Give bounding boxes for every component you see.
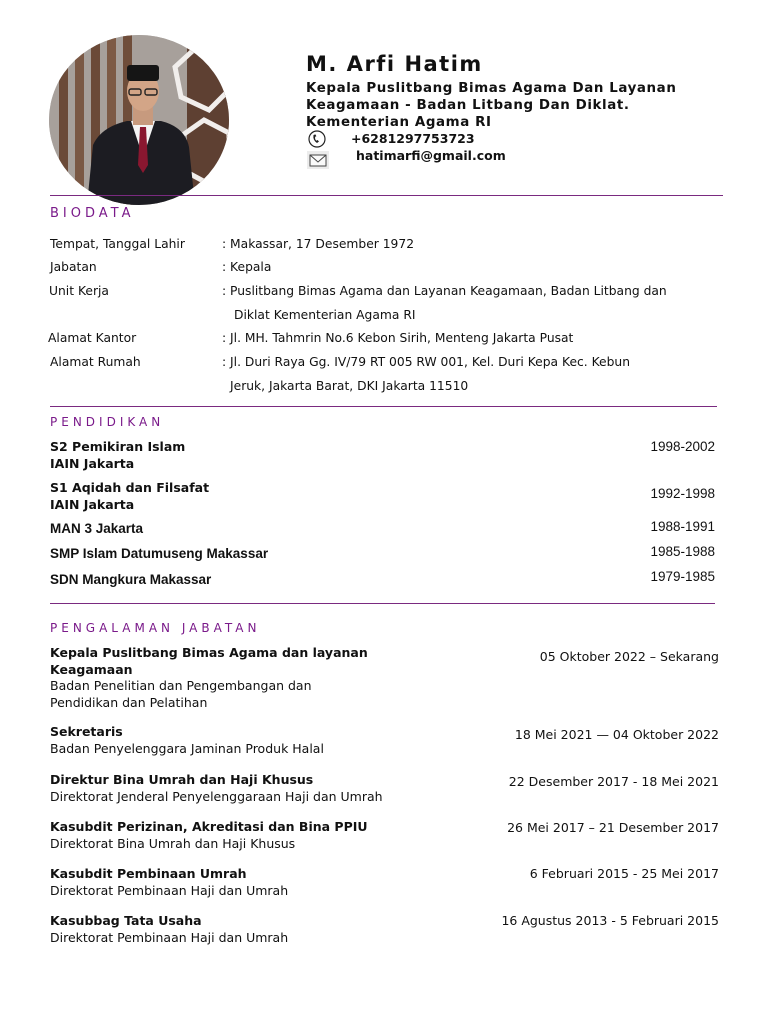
education-institution: IAIN Jakarta <box>50 497 135 512</box>
biodata-value-continued: Diklat Kementerian Agama RI <box>234 308 416 322</box>
job-title: Kepala Puslitbang Bimas Agama dan layanan <box>50 645 368 660</box>
job-item <box>50 645 368 711</box>
job-item <box>50 819 368 852</box>
job-organization: Direktorat Pembinaan Haji dan Umrah <box>50 882 289 898</box>
person-name: M. Arfi Hatim <box>306 52 483 76</box>
profile-photo-graphic <box>49 35 229 205</box>
position-title-line: Kepala Puslitbang Bimas Agama Dan Layanan <box>306 81 677 96</box>
email-address: hatimarfi@gmail.com <box>356 148 506 163</box>
education-degree: S2 Pemikiran Islam <box>50 439 186 454</box>
job-period: 6 Februari 2015 - 25 Mei 2017 <box>529 866 719 881</box>
job-title: Kasubbag Tata Usaha <box>50 913 202 928</box>
education-years: 1988-1991 <box>650 519 715 534</box>
job-organization: Badan Penelitian dan Pengembangan dan <box>50 678 312 693</box>
job-title: Sekretaris <box>50 724 123 739</box>
job-item <box>50 913 288 946</box>
job-title: Kasubdit Pembinaan Umrah <box>50 866 247 881</box>
phone-number: +6281297753723 <box>351 131 475 146</box>
phone-icon <box>307 130 329 148</box>
education-item <box>50 438 185 472</box>
job-organization: Direktorat Bina Umrah dan Haji Khusus <box>50 835 296 851</box>
biodata-value: : Jl. Duri Raya Gg. IV/79 RT 005 RW 001, Kel. Duri Kepa Kec. Kebun <box>222 355 630 369</box>
biodata-divider <box>50 406 717 407</box>
job-item <box>50 724 324 757</box>
education-years: 1985-1988 <box>650 544 715 559</box>
jabatan-heading: PENGALAMAN JABATAN <box>50 621 261 635</box>
job-period: 22 Desember 2017 - 18 Mei 2021 <box>508 774 719 789</box>
biodata-label: Alamat Kantor <box>48 331 137 345</box>
biodata-value: : Jl. MH. Tahmrin No.6 Kebon Sirih, Menteng Jakarta Pusat <box>222 331 574 345</box>
education-degree: S1 Aqidah dan Filsafat <box>50 480 210 495</box>
education-years: 1998-2002 <box>650 439 715 454</box>
education-school: SMP Islam Datumuseng Makassar <box>50 546 269 561</box>
header-divider <box>50 195 723 196</box>
biodata-value-continued: Jeruk, Jakarta Barat, DKI Jakarta 11510 <box>230 379 469 393</box>
biodata-heading: BIODATA <box>50 206 135 221</box>
job-period: 26 Mei 2017 – 21 Desember 2017 <box>507 820 719 835</box>
education-years: 1979-1985 <box>650 569 715 584</box>
position-title-line: Kementerian Agama RI <box>306 115 492 130</box>
job-organization: Badan Penyelenggara Jaminan Produk Halal <box>50 740 324 756</box>
pendidikan-divider <box>50 603 715 604</box>
biodata-value: : Makassar, 17 Desember 1972 <box>222 237 415 251</box>
education-school: SDN Mangkura Makassar <box>50 572 212 587</box>
position-title <box>306 80 676 131</box>
profile-photo <box>49 35 229 205</box>
education-years: 1992-1998 <box>650 486 715 501</box>
job-title: Direktur Bina Umrah dan Haji Khusus <box>50 772 314 787</box>
biodata-label: Unit Kerja <box>49 284 109 298</box>
education-school: MAN 3 Jakarta <box>50 521 144 536</box>
biodata-value: : Kepala <box>222 260 272 274</box>
job-organization: Direktorat Jenderal Penyelenggaraan Haji dan Umrah <box>50 788 383 804</box>
job-period: 05 Oktober 2022 – Sekarang <box>539 649 719 664</box>
pendidikan-heading: PENDIDIKAN <box>50 415 165 429</box>
biodata-label: Jabatan <box>50 260 97 274</box>
job-period: 18 Mei 2021 — 04 Oktober 2022 <box>514 727 719 742</box>
job-title-continued: Keagamaan <box>50 661 133 677</box>
job-organization: Direktorat Pembinaan Haji dan Umrah <box>50 929 289 945</box>
job-item <box>50 772 383 805</box>
education-institution: IAIN Jakarta <box>50 456 135 471</box>
job-item <box>50 866 288 899</box>
biodata-label: Alamat Rumah <box>50 355 141 369</box>
biodata-value: : Puslitbang Bimas Agama dan Layanan Keagamaan, Badan Litbang dan <box>222 284 667 298</box>
envelope-icon <box>307 151 329 169</box>
job-title: Kasubdit Perizinan, Akreditasi dan Bina PPIU <box>50 819 368 834</box>
education-item <box>50 479 209 513</box>
biodata-label: Tempat, Tanggal Lahir <box>50 237 185 251</box>
position-title-line: Keagamaan - Badan Litbang Dan Diklat. <box>306 98 630 113</box>
job-period: 16 Agustus 2013 - 5 Februari 2015 <box>501 913 719 928</box>
job-organization-continued: Pendidikan dan Pelatihan <box>50 694 208 710</box>
